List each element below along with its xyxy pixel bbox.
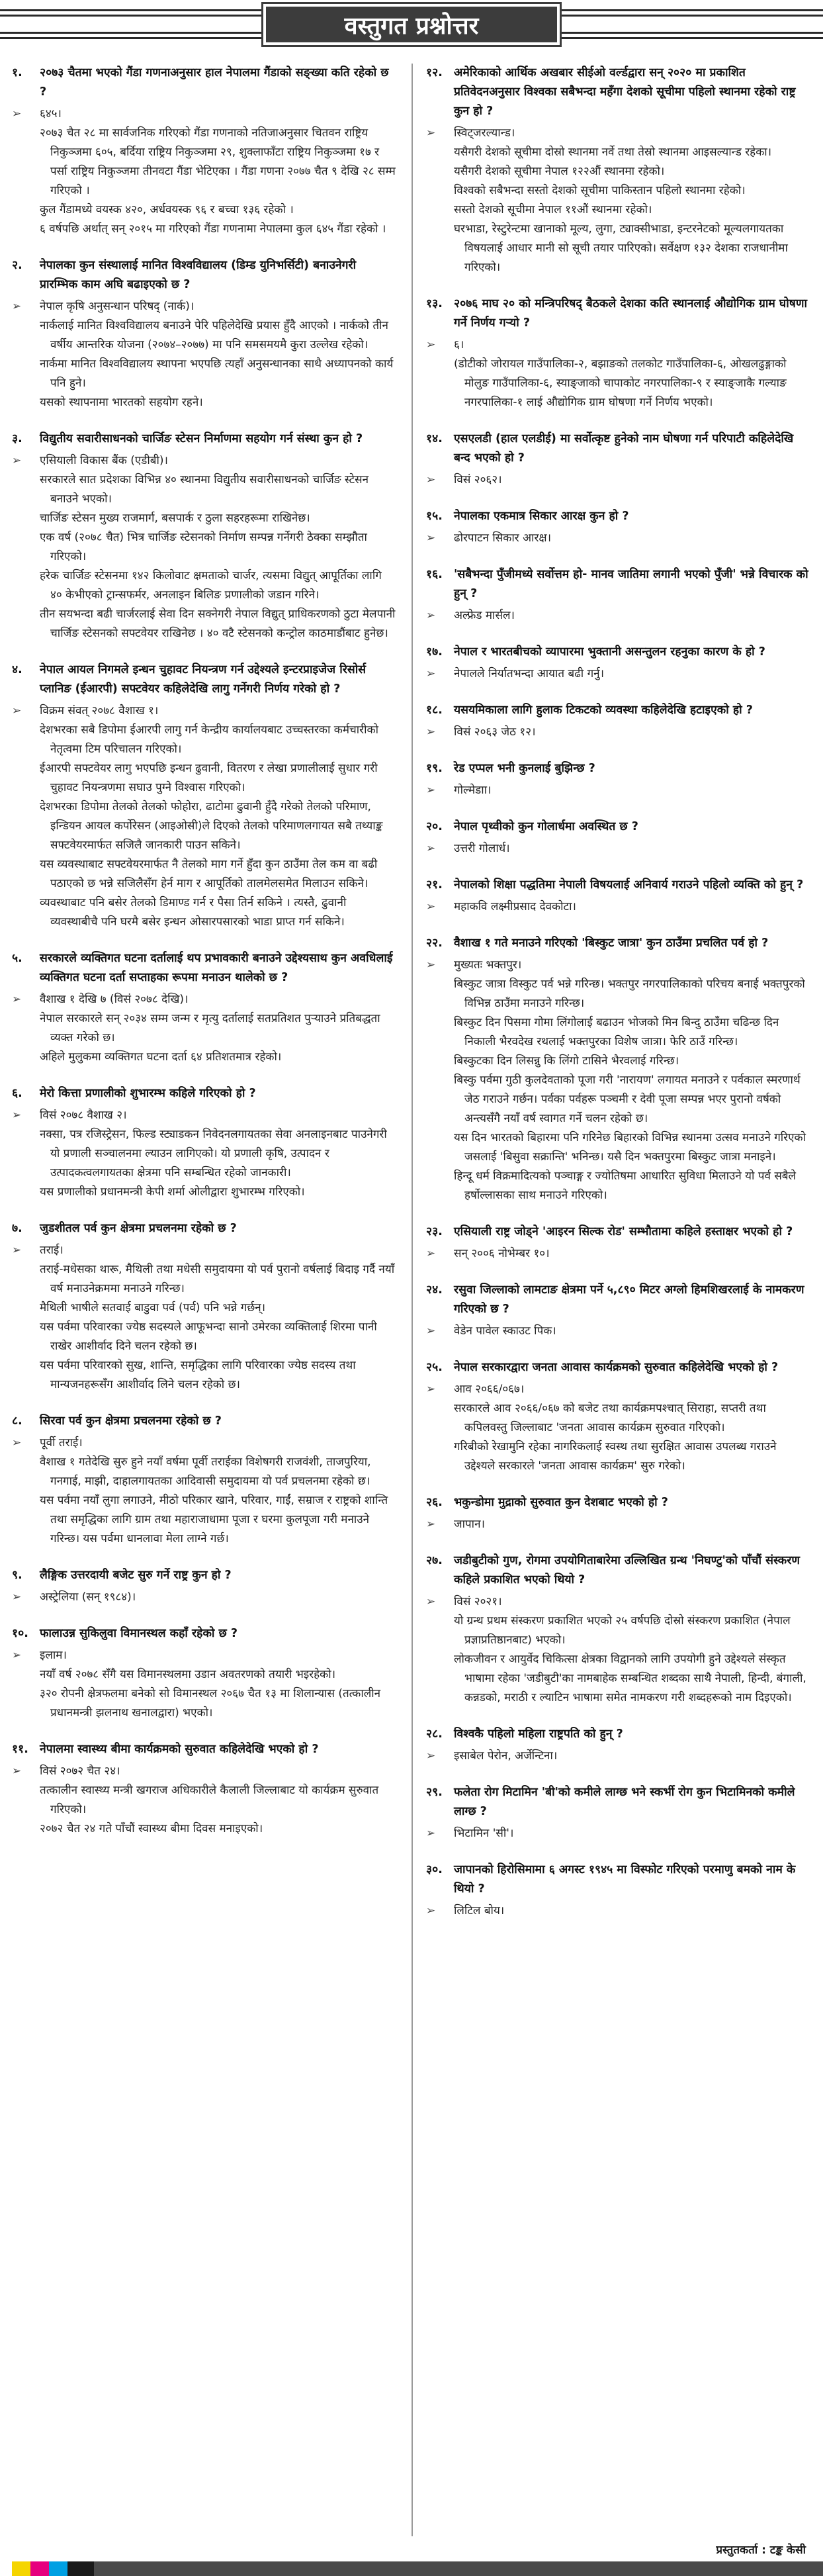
answer-detail: देशभरका सबै डिपोमा ईआरपी लागु गर्न केन्द्रीय कार्यालयबाट उच्चस्तरका कर्मचारीको नेतृत्वमा टिम परिचालन गरिएको। [40, 723, 379, 756]
question [426, 1725, 810, 1744]
answer-detail: घरभाडा, रेस्टुरेन्टमा खानाको मूल्य, लुगा, ट्याक्सीभाडा, इन्टरनेटको मूल्यलगायतका विषयलाई आधार मानी सो सूची तयार पारिएको। सर्वेक्षण १३२ देशका राजधानीमा गरिएको। [454, 222, 788, 274]
arrow-icon: ➢ [426, 531, 436, 545]
arrow-icon: ➢ [426, 667, 436, 680]
answer-detail: नार्कमा मानित विश्वविद्यालय स्थापना भएपछि त्यहाँ अनुसन्धानका साथै अध्यापनको कार्य पनि हुने। [40, 357, 394, 390]
question-text: लैङ्गिक उत्तरदायी बजेट सुरु गर्ने राष्ट्र कुन हो ? [40, 1569, 232, 1582]
arrow-icon: ➢ [12, 1649, 22, 1662]
answer-detail: विश्वको सबैभन्दा सस्तो देशको सूचीमा पाकिस्तान पहिलो स्थानमा रहेको। [454, 184, 746, 197]
answer-detail: बिस्कुट दिन पिसमा गोमा लिंगोलाई बढाउन भोजको मिन बिन्दु ठाउँमा चढिन्छ दिन निकाली भैरवदेख रथलाई भक्तपुरका विशेष जात्रा। फेरि ठाउँ गरिन्छ। [454, 1016, 779, 1048]
question [426, 1222, 810, 1242]
arrow-icon: ➢ [426, 1383, 436, 1396]
answer-detail: वैशाख १ गतेदेखि सुरु हुने नयाँ वर्षमा पूर्वी तराईका विशेषगरी राजवंशी, ताजपुरिया, गनगाई, माझी, दाहालगायतका आदिवासी समुदायमा यो पर्व प्रचलनमा रहेको छ। [40, 1455, 371, 1488]
question [426, 643, 810, 662]
question [12, 661, 396, 699]
qa-item [426, 759, 810, 800]
answer [426, 1824, 810, 1843]
answer [426, 1380, 810, 1476]
question-text: २०७३ चैतमा भएको गैंडा गणनाअनुसार हाल नेपालमा गैंडाको सङ्ख्या कति रहेको छ ? [40, 66, 389, 99]
question-text: एसएलडी (हाल एलडीई) मा सर्वोत्कृष्ट हुनेको नाम घोषणा गर्न परिपाटी कहिलेदेखि बन्द भएको हो ? [454, 432, 794, 465]
qa-item [12, 1740, 396, 1839]
answer-text: एसियाली विकास बैंक (एडीबी)। [40, 454, 168, 467]
qa-item [426, 643, 810, 684]
qa-item [426, 1281, 810, 1341]
answer-detail: चार्जिङ स्टेसन मुख्य राजमार्ग, बसपार्क र ठुला सहरहरूमा राखिनेछ। [40, 512, 310, 525]
answer-detail: नेपाल सरकारले सन् २०३४ सम्म जन्म र मृत्यु दर्तालाई सतप्रतिशत पुऱ्याउने प्रतिबद्धता व्यक्त गरेको छ। [40, 1012, 380, 1044]
answer-detail: २०७२ चैत २४ गते पाँचौं स्वास्थ्य बीमा दिवस मनाइएको। [40, 1822, 263, 1835]
qa-item [12, 1412, 396, 1549]
answer-detail: गरिबीको रेखामुनि रहेका नागरिकलाई स्वस्थ तथा सुरक्षित आवास उपलब्ध गराउने उद्देश्यले सरकारले 'जनता आवास कार्यक्रम' सुरु गरेको। [454, 1440, 777, 1473]
question-text: सिरवा पर्व कुन क्षेत्रमा प्रचलनमा रहेको छ ? [40, 1414, 222, 1428]
arrow-icon: ➢ [426, 1324, 436, 1338]
arrow-icon: ➢ [12, 1109, 22, 1122]
arrow-icon: ➢ [12, 1590, 22, 1604]
arrow-icon: ➢ [426, 338, 436, 351]
section-title: वस्तुगत प्रश्नोत्तर [263, 4, 560, 45]
answer-text: जापान। [454, 1518, 485, 1531]
answer-detail: हिन्दू धर्म विक्रमादित्यको पञ्चाङ्ग र ज्योतिषमा आधारित सुविधा मिलाउने यो पर्व सबैले हर्षोल्लासका साथ मनाउने गरिएको। [454, 1170, 797, 1202]
question [426, 817, 810, 837]
answer-detail: २०७३ चैत २८ मा सार्वजनिक गरिएको गैंडा गणनाको नतिजाअनुसार चितवन राष्ट्रिय निकुञ्जमा ६०५, बर्दिया राष्ट्रिय निकुञ्जमा २९, शुक्लाफाँटा राष्ट्रिय निकुञ्जमा १७ र पर्सा राष्ट्रिय निकुञ्जमा तीनवटा गैंडा भेटिएका । गैंडा गणना २०७७ चैत ९ देखि २८ सम्म गरिएको । [40, 126, 396, 197]
question-text: जापानको हिरोसिमामा ६ अगस्ट १९४५ मा विस्फोट गरिएको परमाणु बमको नाम के थियो ? [454, 1863, 796, 1896]
answer-text: लिटिल बोय। [454, 1904, 505, 1917]
answer-detail: यस पर्वमा परिवारको सुख, शान्ति, समृद्धिका लागि परिवारका ज्येष्ठ सदस्य तथा मान्यजनहरूसँग आशीर्वाद लिने चलन रहेको छ। [40, 1359, 356, 1391]
answer-text: भिटामिन 'सी'। [454, 1827, 514, 1840]
qa-item [426, 1493, 810, 1534]
question [12, 1566, 396, 1585]
question [426, 1493, 810, 1512]
footer-color-swatch [67, 2561, 94, 2576]
question-number: २३. [426, 1225, 443, 1238]
left-column [12, 64, 396, 2532]
answer-detail: बिस्कुटका दिन लिसन्नु कि लिंगो टासिने भैरवलाई गरिन्छ। [454, 1054, 679, 1068]
question-number: २४. [426, 1283, 443, 1297]
question-number: ११. [12, 1743, 28, 1756]
answer [426, 1747, 810, 1766]
arrow-icon: ➢ [426, 1904, 436, 1917]
answer [426, 471, 810, 490]
arrow-icon: ➢ [426, 725, 436, 739]
question [12, 1219, 396, 1238]
answer-text: मुख्यतः भक्तपुर। [454, 958, 522, 972]
answer-text: गोल्मेडाा। [454, 784, 492, 797]
question-number: १५. [426, 510, 443, 523]
answer-detail: सस्तो देशको सूचीमा नेपाल ११औं स्थानमा रहेको। [454, 203, 652, 216]
qa-item [426, 507, 810, 548]
answer-detail: तत्कालीन स्वास्थ्य मन्त्री खगराज अधिकारीले कैलाली जिल्लाबाट यो कार्यक्रम सुरुवात गरिएको। [40, 1784, 379, 1816]
arrow-icon: ➢ [426, 126, 436, 140]
arrow-icon: ➢ [426, 784, 436, 797]
answer [426, 956, 810, 1205]
question-text: रसुवा जिल्लाको लामटाङ क्षेत्रमा पर्ने ५,८९० मिटर अग्लो हिमशिखरलाई के नामकरण गरिएको छ ? [454, 1283, 804, 1316]
answer [426, 723, 810, 742]
answer-detail: ६ वर्षपछि अर्थात् सन् २०१५ मा गरिएको गैंडा गणनामा नेपालमा कुल ६४५ गैंडा रहेको । [40, 222, 386, 236]
question-text: २०७६ माघ २० को मन्त्रिपरिषद् बैठकले देशका कति स्थानलाई औद्योगिक ग्राम घोषणा गर्ने निर्णय गऱ्यो ? [454, 297, 808, 330]
question [12, 430, 396, 449]
arrow-icon: ➢ [426, 1247, 436, 1260]
qa-item [12, 1084, 396, 1202]
question-text: नेपालको शिक्षा पद्धतिमा नेपाली विषयलाई अनिवार्य गराउने पहिलो व्यक्ति को हुन् ? [454, 878, 804, 892]
answer-detail: मैथिली भाषीले सतवाई बाडुवा पर्व (पर्व) पनि भन्ने गर्छन्। [40, 1301, 266, 1314]
answer [12, 1646, 396, 1723]
arrow-icon: ➢ [12, 107, 22, 120]
answer-text: ६४५। [40, 107, 62, 120]
question [426, 876, 810, 895]
answer [12, 1106, 396, 1202]
qa-item [426, 701, 810, 742]
qa-item [426, 1861, 810, 1921]
question [12, 256, 396, 295]
arrow-icon: ➢ [426, 958, 436, 972]
qa-item [426, 430, 810, 490]
qa-item [12, 949, 396, 1067]
answer [426, 1515, 810, 1534]
answer-text: विसं २०६२। [454, 473, 502, 486]
qa-item [12, 256, 396, 412]
question-number: १७. [426, 645, 443, 659]
answer-text: विक्रम संवत् २०७८ वैशाख १। [40, 704, 159, 717]
question-text: फलेता रोग मिटामिन 'बी'को कमीले लाग्छ भने स्कर्भी रोग कुन भिटामिनको कमीले लाग्छ ? [454, 1786, 795, 1818]
answer-text: नेपालले निर्यातभन्दा आयात बढी गर्नु। [454, 667, 605, 680]
answer-detail: ३२० रोपनी क्षेत्रफलमा बनेको सो विमानस्थल २०६७ चैत १३ मा शिलान्यास (तत्कालीन प्रधानमन्त्री झलनाथ खनालद्वारा) भएको। [40, 1687, 381, 1720]
question [426, 565, 810, 604]
question-number: २७. [426, 1554, 443, 1567]
question [12, 1740, 396, 1759]
answer-text: नेपाल कृषि अनुसन्धान परिषद् (नार्क)। [40, 300, 195, 313]
question-text: जडीबुटीको गुण, रोगमा उपयोगिताबारेमा उल्लिखित ग्रन्थ 'निघण्टु'को पाँचौं संस्करण कहिले प्रकाशित भएको थियो ? [454, 1554, 801, 1587]
arrow-icon: ➢ [12, 993, 22, 1006]
answer [426, 1322, 810, 1341]
question-text: वैशाख १ गते मनाउने गरिएको 'बिस्कुट जात्रा' कुन ठाउँमा प्रचलित पर्व हो ? [454, 937, 769, 950]
question [426, 759, 810, 778]
question-number: २. [12, 259, 22, 272]
question [426, 1358, 810, 1377]
answer [426, 529, 810, 548]
question [12, 64, 396, 102]
question-text: विद्युतीय सवारीसाधनको चार्जिङ स्टेसन निर्माणमा सहयोग गर्न संस्था कुन हो ? [40, 432, 363, 445]
arrow-icon: ➢ [12, 454, 22, 467]
question-text: नेपालका एकमात्र सिकार आरक्ष कुन हो ? [454, 510, 629, 523]
qa-item [12, 661, 396, 932]
answer-text: पूर्वी तराई। [40, 1436, 83, 1449]
answer-detail: सरकारले आव २०६६/०६७ को बजेट तथा कार्यक्रमपश्चात् सिराहा, सप्तरी तथा कपिलवस्तु जिल्लाबाट 'जनता आवास कार्यक्रम सुरुवात गरिएको। [454, 1402, 766, 1434]
question-text: रेड एप्पल भनी कुनलाई बुझिन्छ ? [454, 762, 595, 775]
answer-detail: यसको स्थापनामा भारतको सहयोग रहने। [40, 396, 203, 409]
answer-detail: यस दिन भारतको बिहारमा पनि गरिनेछ बिहारको विभिन्न स्थानमा उत्सव मनाउने गरिएको जसलाई 'बिसुवा सक्रान्ति' भनिन्छ। यसै दिन भक्तपुरमा बिस्कुट जात्रा मनाइने। [454, 1131, 806, 1164]
answer-text: तराई। [40, 1244, 64, 1257]
answer [426, 897, 810, 917]
footer-color-swatch [94, 2561, 823, 2576]
question-text: फालाउन्न सुकिलुवा विमानस्थल कहाँ रहेको छ ? [40, 1627, 238, 1640]
answer [12, 1434, 396, 1549]
question-number: ३०. [426, 1863, 443, 1876]
column-divider [412, 64, 413, 2536]
answer-text: स्विट्जरल्यान्ड। [454, 126, 515, 140]
answer-text: इसाबेल पेरोन, अर्जेन्टिना। [454, 1749, 558, 1763]
right-column [426, 64, 810, 2532]
answer-detail: (डोटीको जोरायल गाउँपालिका-२, बझाङको तलकोट गाउँपालिका-६, ओखलढुङ्गाको मोलुङ गाउँपालिका-६, स्याङ्जाको चापाकोट नगरपालिका-९ र स्याङ्जाकै गल्याङ नगरपालिका-१ लाई औद्योगिक ग्राम घोषणा गर्ने निर्णय भएको। [454, 357, 787, 409]
qa-item [426, 295, 810, 412]
answer-detail: सरकारले सात प्रदेशका विभिन्न ४० स्थानमा विद्युतीय सवारीसाधनको चार्जिङ स्टेसन बनाउने भएको। [40, 473, 369, 506]
qa-item [426, 876, 810, 917]
answer-text: अल्फ्रेड मार्सल। [454, 609, 515, 622]
answer-text: ६। [454, 338, 464, 351]
question-text: नेपाल पृथ्वीको कुन गोलार्धमा अवस्थित छ ? [454, 820, 638, 833]
answer-text: ढोरपाटन सिकार आरक्ष। [454, 531, 552, 545]
answer-detail: नयाँ वर्ष २०७८ सँगै यस विमानस्थलमा उडान अवतरणको तयारी भइरहेको। [40, 1668, 336, 1681]
answer-detail: यस पर्वमा नयाँ लुगा लगाउने, मीठो परिकार खाने, परिवार, गाईं, सम्राज र राष्ट्रको शान्ति तथा समृद्धिका लागि ग्राम तथा महाराजाधामा पूजा र घरमा कुलपूजा गरी मनाउने गरिन्छ। यस पर्वमा धानलावा मेला लाग्ने गर्छ। [40, 1494, 388, 1545]
question [426, 1281, 810, 1319]
arrow-icon: ➢ [12, 300, 22, 313]
arrow-icon: ➢ [426, 842, 436, 855]
answer [12, 451, 396, 643]
answer-detail: यस प्रणालीको प्रधानमन्त्री केपी शर्मा ओलीद्वारा शुभारम्भ गरिएको। [40, 1185, 305, 1199]
answer [12, 1762, 396, 1839]
question [12, 1412, 396, 1431]
arrow-icon: ➢ [426, 1518, 436, 1531]
question-number: २२. [426, 937, 443, 950]
arrow-icon: ➢ [12, 1436, 22, 1449]
answer [426, 336, 810, 412]
question [12, 1624, 396, 1643]
qa-item [12, 1566, 396, 1607]
answer-detail: ईआरपी सफ्टवेयर लागु भएपछि इन्धन ढुवानी, वितरण र लेखा प्रणालीलाई सुधार गरी चुहावट नियन्त्रणमा सघाउ पुग्ने विश्वास गरिएको। [40, 762, 378, 794]
answer [426, 124, 810, 277]
qa-item [426, 1783, 810, 1843]
answer [426, 1592, 810, 1708]
answer-text: इलाम। [40, 1649, 67, 1662]
answer [12, 1241, 396, 1395]
qa-item [12, 1624, 396, 1723]
arrow-icon: ➢ [426, 473, 436, 486]
question-text: यसयमिकाला लागि हुलाक टिकटको व्यवस्था कहिलेदेखि हटाइएको हो ? [454, 704, 753, 717]
answer-detail: यो ग्रन्थ प्रथम संस्करण प्रकाशित भएको २५ वर्षपछि दोस्रो संस्करण प्रकाशित (नेपाल प्रज्ञाप्रतिष्ठानबाट) भएको। [454, 1614, 791, 1647]
answer-text: विसं २०६३ जेठ १२। [454, 725, 536, 739]
answer [12, 105, 396, 239]
answer-text: विसं २०७८ वैशाख २। [40, 1109, 127, 1122]
question-text: नेपाल सरकारद्वारा जनता आवास कार्यक्रमको सुरुवात कहिलेदेखि भएको हो ? [454, 1361, 779, 1374]
answer-detail: नक्सा, पत्र रजिस्ट्रेसन, फिल्ड स्ट्याडकन निवेदनलगायतका सेवा अनलाइनबाट पाउनेगरी यो प्रणाली सञ्चालनमा ल्याउन लागिएको। यो प्रणाली कृषि, उत्पादन र उत्पादकत्वलगायतका क्षेत्रमा पनि सम्बन्धित रहेको जानकारी। [40, 1128, 387, 1179]
question-text: नेपालका कुन संस्थालाई मानित विश्वविद्यालय (डिम्ड युनिभर्सिटी) बनाउनेगरी प्रारम्भिक काम अघि बढाइएको छ ? [40, 259, 357, 291]
question-number: ४. [12, 663, 22, 676]
question-number: १८. [426, 704, 443, 717]
answer-detail: नार्कलाई मानित विश्वविद्यालय बनाउने पेरि पहिलेदेखि प्रयास हुँदै आएको । नार्कको तीन वर्षीय आन्तरिक योजना (२०७४–२०७७) मा पनि समसमयमै कुरा उल्लेख रहेको। [40, 319, 388, 351]
qa-item [12, 64, 396, 239]
question [12, 1084, 396, 1103]
question [426, 64, 810, 121]
answer-detail: तीन सयभन्दा बढी चार्जरलाई सेवा दिन सक्नेगरी नेपाल विद्युत् प्राधिकरणको ठुटा मेलपानी चार्जिङ स्टेसनको सफ्टवेयर राखिनेछ । ४० वटै स्टेसनको कन्ट्रोल काठमाडौंबाट हुनेछ। [40, 608, 396, 640]
question [12, 949, 396, 988]
answer [426, 606, 810, 625]
qa-item [426, 1222, 810, 1264]
answer-detail: यस व्यवस्थाबाट सफ्टवेयरमार्फत नै तेलको माग गर्ने हुँदा कुन ठाउँमा तेल कम वा बढी पठाएको छ भन्ने सजिलैसँग हेर्न माग र आपूर्तिको तालमेलसमेत मिलाउन सकिने। [40, 858, 378, 890]
answer-detail: हरेक चार्जिङ स्टेसनमा १४२ किलोवाट क्षमताको चार्जर, त्यसमा विद्युत् आपूर्तिका लागि ४० केभीएको ट्रान्सफर्मर, अनलाइन बिलिङ प्रणालीको जडान गरिने। [40, 569, 382, 602]
question-text: नेपाल र भारतबीचको व्यापारमा भुक्तानी असन्तुलन रहनुका कारण के हो ? [454, 645, 765, 659]
answer-detail: लोकजीवन र आयुर्वेद चिकित्सा क्षेत्रका विद्वानको लागि उपयोगी हुने उद्देश्यले संस्कृत भाषामा रहेका 'जडीबुटी'का नामबाहेक सम्बन्धित शब्दका साथै नेपाली, हिन्दी, बंगाली, कन्नडको, मराठी र ल्याटिन भाषामा समेत नामकरण गरी शब्दहरूको नाम दिइएको। [454, 1653, 806, 1704]
answer-text: विसं २०२१। [454, 1595, 502, 1608]
qa-item [426, 1725, 810, 1766]
answer [426, 1244, 810, 1264]
answer-detail: बिस्कु पर्वमा गुठी कुलदेवताको पूजा गरी 'नारायण' लगायत मनाउने र पर्वकाल स्मरणार्थ जेठ गराउने गर्छन। पर्वका पर्वहरू पञ्चमी र देवी पूजा सम्पन्न भएर पुरानो वर्षको अन्त्यसँगै नयाँ वर्ष स्वागत गर्ने चलन रहेको छ। [454, 1074, 801, 1125]
question-number: ६. [12, 1087, 22, 1100]
arrow-icon: ➢ [12, 1765, 22, 1778]
question-number: २८. [426, 1727, 443, 1741]
question-number: २०. [426, 820, 443, 833]
question-text: नेपालमा स्वास्थ्य बीमा कार्यक्रमको सुरुवात कहिलेदेखि भएको हो ? [40, 1743, 319, 1756]
question-number: ५. [12, 952, 22, 965]
question-number: २१. [426, 878, 443, 892]
arrow-icon: ➢ [12, 704, 22, 717]
arrow-icon: ➢ [426, 1827, 436, 1840]
question-number: १३. [426, 297, 443, 310]
question-text: मेरो कित्ता प्रणालीको शुभारम्भ कहिले गरिएको हो ? [40, 1087, 256, 1100]
answer-text: विसं २०७२ चैत २४। [40, 1765, 120, 1778]
arrow-icon: ➢ [12, 1244, 22, 1257]
answer-detail: कुल गैंडामध्ये वयस्क ४२०, अर्धवयस्क ९६ र बच्चा १३६ रहेको । [40, 203, 294, 216]
qa-item [426, 817, 810, 858]
question [426, 1551, 810, 1590]
answer [12, 1588, 396, 1607]
question [426, 295, 810, 333]
answer [12, 297, 396, 412]
question [426, 701, 810, 720]
question-number: १०. [12, 1627, 28, 1640]
arrow-icon: ➢ [426, 1749, 436, 1763]
answer [426, 665, 810, 684]
footer-color-swatch [49, 2561, 67, 2576]
answer-detail: देशभरका डिपोमा तेलको तेलको फोहोरा, ढाटोमा ढुवानी हुँदै गरेको तेलको परिमाण, इन्डियन आयल कर्पोरेसन (आइओसी)ले दिएको तेलको परिमाणलगायत सबै तथ्याङ्क सफ्टवेयरमार्फत सजिलै जानकारी पाउन सकिने। [40, 800, 383, 852]
answer-detail: यसैगरी देशको सूचीमा दोस्रो स्थानमा नर्वे तथा तेस्रो स्थानमा आइसल्यान्ड रहेका। [454, 146, 772, 159]
question-text: जुडशीतल पर्व कुन क्षेत्रमा प्रचलनमा रहेको छ ? [40, 1222, 237, 1235]
answer [426, 839, 810, 858]
qa-item [426, 1358, 810, 1476]
question-number: २६. [426, 1496, 443, 1509]
answer-detail: अहिले मुलुकमा व्यक्तिगत घटना दर्ता ६४ प्रतिशतमात्र रहेको। [40, 1050, 282, 1064]
answer-text: वैशाख १ देखि ७ (विसं २०७८ देखि)। [40, 993, 189, 1006]
answer-text: उत्तरी गोलार्ध। [454, 842, 510, 855]
question-number: ७. [12, 1222, 22, 1235]
question [426, 1861, 810, 1899]
question-number: ९. [12, 1569, 22, 1582]
question-number: १९. [426, 762, 443, 775]
question-number: २९. [426, 1786, 443, 1799]
answer-text: आव २०६६/०६७। [454, 1383, 525, 1396]
answer-detail: बिस्कुट जात्रा विस्कुट पर्व भन्ने गरिन्छ। भक्तपुर नगरपालिकाको परिचय बनाई भक्तपुरको विभिन्न ठाउँमा मनाउने गरिन्छ। [454, 978, 805, 1010]
qa-item [426, 64, 810, 277]
question-number: ८. [12, 1414, 22, 1428]
qa-item [426, 565, 810, 625]
question-number: १४. [426, 432, 443, 445]
arrow-icon: ➢ [426, 1595, 436, 1608]
question [426, 1783, 810, 1821]
answer [426, 781, 810, 800]
qa-item [426, 1551, 810, 1708]
answer-text: वेडेन पावेल स्काउट पिक। [454, 1324, 556, 1338]
answer [12, 990, 396, 1067]
question-text: विश्वकै पहिलो महिला राष्ट्रपति को हुन् ? [454, 1727, 623, 1741]
question-number: ३. [12, 432, 22, 445]
answer-text: सन् २००६ नोभेम्बर १०। [454, 1247, 550, 1260]
answer-text: अस्ट्रेलिया (सन् १९८४)। [40, 1590, 136, 1604]
question-text: भकुन्डोमा मुद्राको सुरुवात कुन देशबाट भएको हो ? [454, 1496, 668, 1509]
answer-detail: यस पर्वमा परिवारका ज्येष्ठ सदस्यले आफूभन्दा सानो उमेरका व्यक्तिलाई शिरमा पानी राखेर आशीर्वाद दिने चलन रहेको छ। [40, 1320, 377, 1353]
question-text: 'सबैभन्दा पुँजीमध्ये सर्वोत्तम हो- मानव जातिमा लगानी भएको पुँजी' भन्ने विचारक को हुन् ? [454, 568, 808, 600]
footer-color-bar [0, 2561, 823, 2576]
footer-color-swatch [12, 2561, 30, 2576]
question [426, 430, 810, 468]
qa-item [12, 430, 396, 643]
question-text: सरकारले व्यक्तिगत घटना दर्तालाई थप प्रभावकारी बनाउने उद्देश्यसाथ कुन अवधिलाई व्यक्तिगत घटना दर्ता सप्ताहका रूपमा मनाउन थालेको छ ? [40, 952, 393, 984]
answer-detail: तराई-मधेसका थारू, मैथिली तथा मधेसी समुदायमा यो पर्व पुरानो वर्षलाई बिदाइ गर्दै नयाँ वर्ष मनाउनेक्रममा मनाउने गरिन्छ। [40, 1263, 395, 1295]
answer-detail: एक वर्ष (२०७८ चैत) भित्र चार्जिङ स्टेसनको निर्माण सम्पन्न गर्नेगरी ठेक्का सम्झौता गरिएको। [40, 531, 367, 563]
question-number: २५. [426, 1361, 443, 1374]
question-text: अमेरिकाको आर्थिक अखबार सीईओ वर्ल्डद्वारा सन् २०२० मा प्रकाशित प्रतिवेदनअनुसार विश्वका सबैभन्दा महँगा देशको सूचीमा पहिलो स्थानमा रहेको राष्ट्र कुन हो ? [454, 66, 796, 118]
answer [12, 702, 396, 932]
question-text: एसियाली राष्ट्र जोड्ने 'आइरन सिल्क रोड' सम्भौतामा कहिले हस्ताक्षर भएको हो ? [454, 1225, 793, 1238]
answer [426, 1902, 810, 1921]
footer-color-swatch [30, 2561, 49, 2576]
question [426, 507, 810, 526]
question-text: नेपाल आयल निगमले इन्धन चुहावट नियन्त्रण गर्न उद्देश्यले इन्टरप्राइजेज रिसोर्स प्लानिङ (ईआरपी) सफ्टवेयर कहिलेदेखि लागु गर्नेगरी निर्णय गरेको हो ? [40, 663, 367, 696]
answer-text: महाकवि लक्ष्मीप्रसाद देवकोटा। [454, 900, 576, 913]
answer-detail: व्यवस्थाबाट पनि बसेर तेलको डिमाण्ड गर्न र पैसा तिर्न सकिने । त्यस्तै, ढुवानी व्यवस्थाबीचै पनि घरमै बसेर इन्धन ओसारपसारको भाडा प्राप्त गर्न सकिने। [40, 896, 347, 929]
question-number: १६. [426, 568, 443, 581]
credit-line: प्रस्तुतकर्ता : टङ्क केसी [716, 2544, 806, 2557]
question-number: १. [12, 66, 22, 79]
arrow-icon: ➢ [426, 900, 436, 913]
qa-item [426, 934, 810, 1205]
question-number: १२. [426, 66, 443, 79]
answer-detail: यसैगरी देशको सूचीमा नेपाल १२२औं स्थानमा रहेको। [454, 165, 665, 178]
question [426, 934, 810, 953]
arrow-icon: ➢ [426, 609, 436, 622]
qa-item [12, 1219, 396, 1395]
